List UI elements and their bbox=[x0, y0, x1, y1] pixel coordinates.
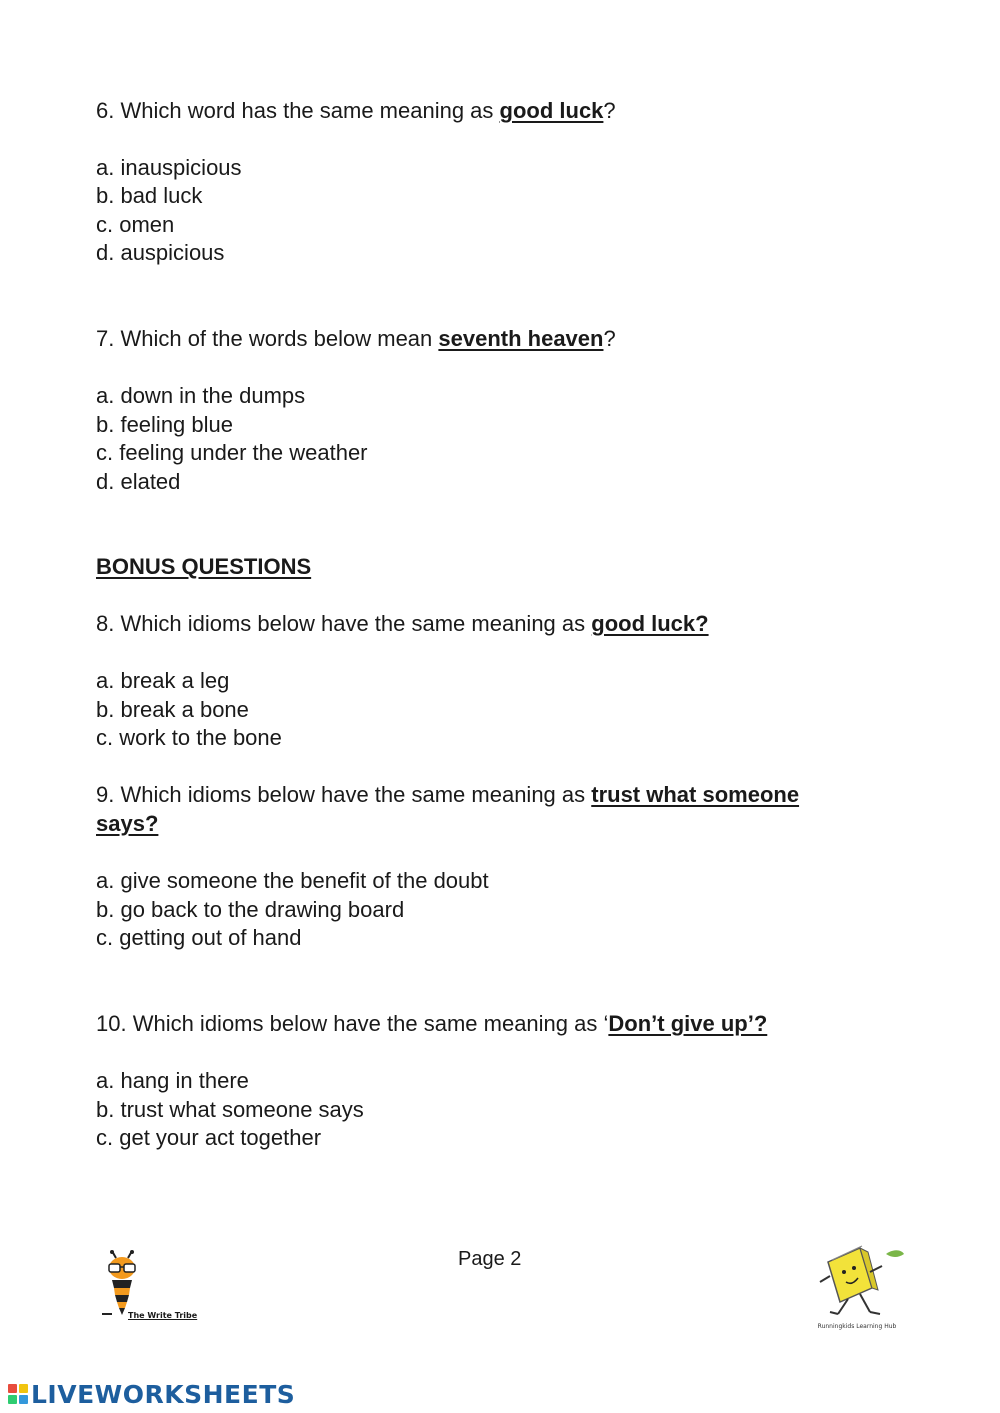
logo-square bbox=[8, 1395, 17, 1404]
question-10-keyword: Don’t give up’? bbox=[608, 1011, 768, 1036]
bonus-heading: BONUS QUESTIONS bbox=[96, 554, 312, 579]
question-7-keyword: seventh heaven bbox=[438, 326, 604, 351]
liveworksheets-wordmark: LIVEWORKSHEETS bbox=[31, 1379, 296, 1409]
learning-hub-caption: Runningkids Learning Hub bbox=[817, 1323, 897, 1330]
question-9-keyword-line1: trust what someone bbox=[591, 782, 800, 807]
question-7 bbox=[96, 325, 616, 353]
question-9-text: 9. Which idioms below have the same meaning as bbox=[96, 782, 592, 807]
question-6-keyword: good luck bbox=[499, 98, 604, 123]
option-9a: a. give someone the benefit of the doubt bbox=[96, 868, 489, 893]
logo-square bbox=[19, 1395, 28, 1404]
liveworksheets-brand[interactable] bbox=[8, 1380, 295, 1408]
option-8c: c. work to the bone bbox=[96, 725, 282, 750]
question-7-text: 7. Which of the words below mean bbox=[96, 326, 439, 351]
page-number: Page 2 bbox=[458, 1248, 522, 1270]
question-10 bbox=[96, 1010, 767, 1038]
option-6b: b. bad luck bbox=[96, 183, 203, 208]
option-6c: c. omen bbox=[96, 212, 175, 237]
option-7d: d. elated bbox=[96, 469, 181, 494]
option-7a: a. down in the dumps bbox=[96, 383, 306, 408]
option-9b: b. go back to the drawing board bbox=[96, 897, 405, 922]
option-10b: b. trust what someone says bbox=[96, 1097, 364, 1122]
option-9c: c. getting out of hand bbox=[96, 925, 302, 950]
question-7-suffix: ? bbox=[603, 326, 616, 351]
option-7b: b. feeling blue bbox=[96, 412, 233, 437]
question-8-keyword: good luck? bbox=[591, 611, 709, 636]
question-9 bbox=[96, 781, 799, 809]
option-6d: d. auspicious bbox=[96, 240, 225, 265]
logo-square bbox=[8, 1384, 17, 1393]
option-10a: a. hang in there bbox=[96, 1068, 249, 1093]
question-6 bbox=[96, 97, 616, 125]
question-8 bbox=[96, 610, 709, 638]
option-8b: b. break a bone bbox=[96, 697, 249, 722]
question-6-suffix: ? bbox=[603, 98, 616, 123]
question-6-text: 6. Which word has the same meaning as bbox=[96, 98, 500, 123]
question-8-text: 8. Which idioms below have the same meaning as bbox=[96, 611, 592, 636]
option-8a: a. break a leg bbox=[96, 668, 230, 693]
write-tribe-caption: The Write Tribe bbox=[128, 1311, 198, 1320]
liveworksheets-logo-icon bbox=[8, 1384, 28, 1404]
option-10c: c. get your act together bbox=[96, 1125, 322, 1150]
question-10-text: 10. Which idioms below have the same meaning as ‘ bbox=[96, 1011, 609, 1036]
question-9-keyword-line2: says? bbox=[96, 811, 159, 836]
running-book-logo-icon bbox=[808, 1242, 908, 1322]
logo-square bbox=[19, 1384, 28, 1393]
option-7c: c. feeling under the weather bbox=[96, 440, 368, 465]
question-9-line2 bbox=[96, 810, 158, 838]
option-6a: a. inauspicious bbox=[96, 155, 242, 180]
